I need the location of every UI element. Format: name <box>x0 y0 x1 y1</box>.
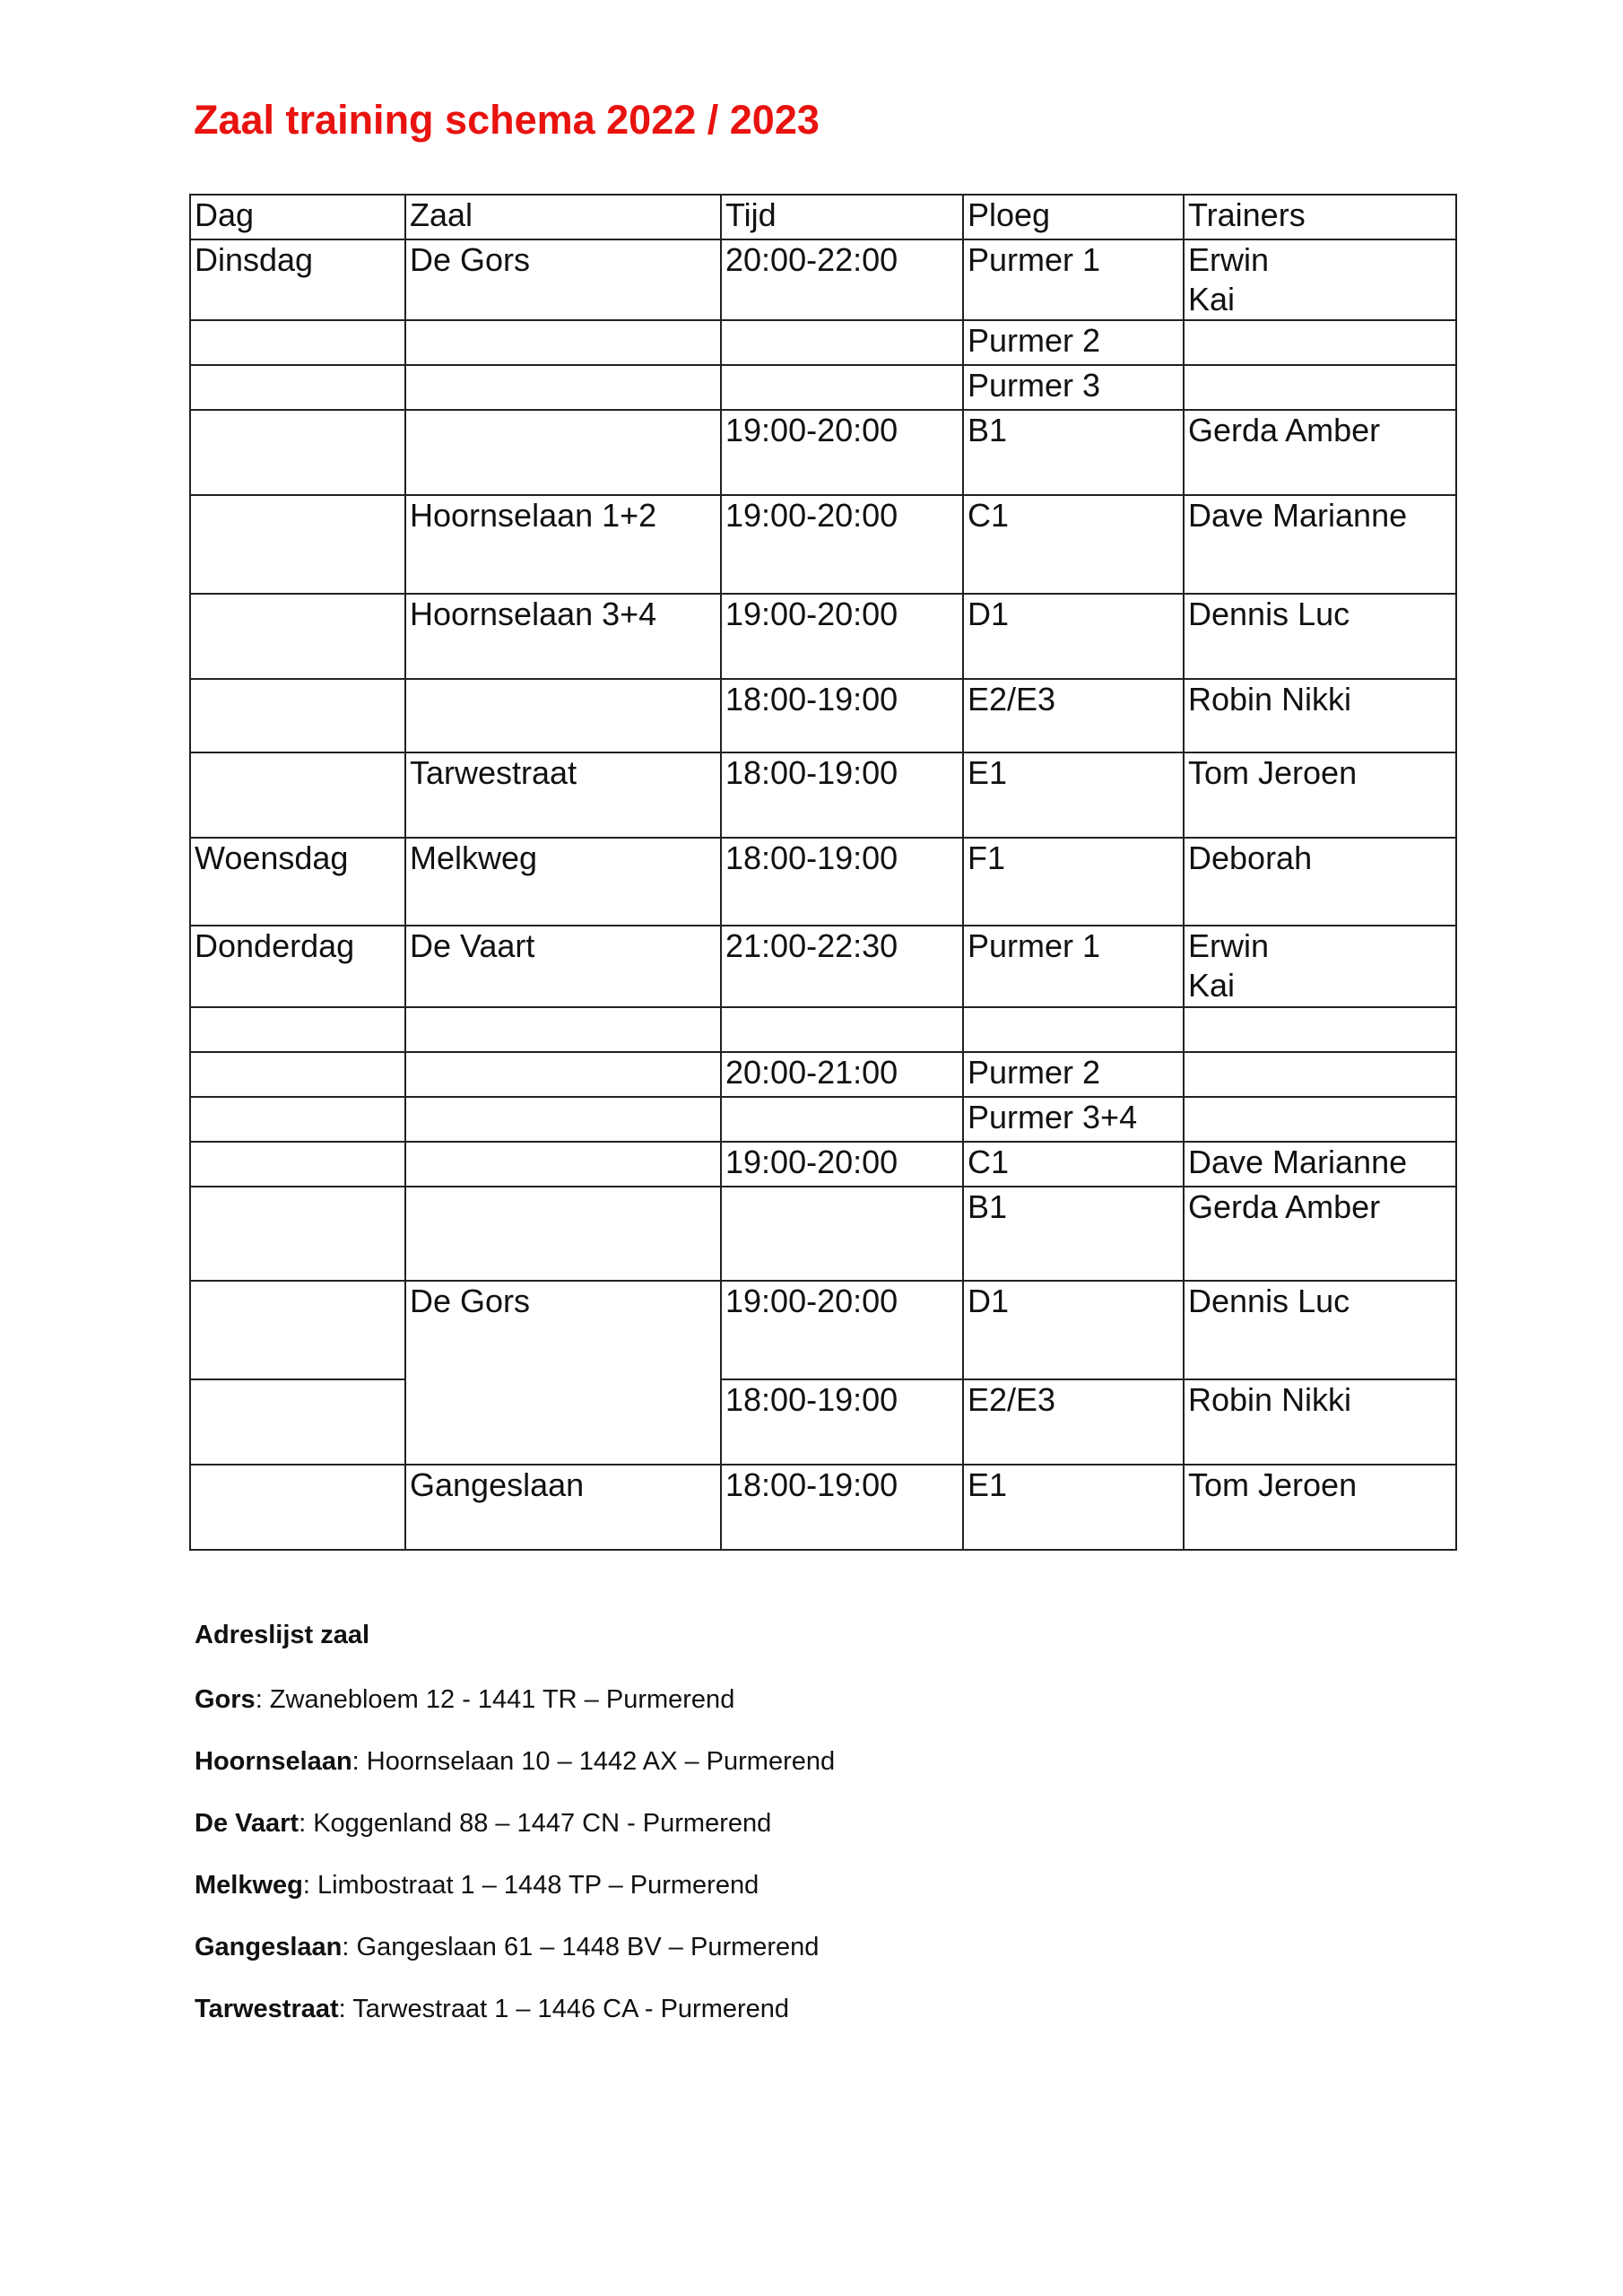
cell-ploeg: D1 <box>963 594 1184 679</box>
table-row <box>190 1142 1456 1187</box>
cell-tijd: 21:00-22:30 <box>721 926 963 1007</box>
trainer-name: Kai <box>1188 967 1236 1004</box>
cell-trainers: Dennis Luc <box>1184 1281 1456 1379</box>
cell-ploeg: E2/E3 <box>963 1379 1184 1465</box>
table-header-row <box>190 195 1456 239</box>
cell-tijd <box>721 1097 963 1142</box>
header-dag: Dag <box>190 195 405 239</box>
page-title: Zaal training schema 2022 / 2023 <box>194 97 820 143</box>
table-row <box>190 594 1456 679</box>
cell-dag <box>190 1281 405 1379</box>
cell-tijd: 18:00-19:00 <box>721 1465 963 1550</box>
header-ploeg: Ploeg <box>963 195 1184 239</box>
table-row <box>190 239 1456 320</box>
cell-dag <box>190 365 405 410</box>
cell-trainers <box>1184 320 1456 365</box>
table-row <box>190 1465 1456 1550</box>
cell-ploeg: Purmer 3 <box>963 365 1184 410</box>
cell-ploeg: B1 <box>963 410 1184 495</box>
cell-tijd <box>721 365 963 410</box>
table-row <box>190 1379 1456 1465</box>
address-detail: : Tarwestraat 1 – 1446 CA - Purmerend <box>338 1995 790 2023</box>
table-row <box>190 838 1456 926</box>
cell-trainers: Tom Jeroen <box>1184 1465 1456 1550</box>
cell-trainers: Dave Marianne <box>1184 495 1456 594</box>
table-row <box>190 752 1456 838</box>
cell-dag <box>190 495 405 594</box>
table-row <box>190 320 1456 365</box>
cell-trainers: Gerda Amber <box>1184 1187 1456 1281</box>
cell-trainers <box>1184 239 1456 320</box>
cell-trainers: Tom Jeroen <box>1184 752 1456 838</box>
table-row <box>190 495 1456 594</box>
cell-zaal <box>405 1052 721 1097</box>
table-row <box>190 1097 1456 1142</box>
cell-ploeg: Purmer 2 <box>963 320 1184 365</box>
address-detail: : Hoornselaan 10 – 1442 AX – Purmerend <box>352 1747 836 1776</box>
cell-ploeg: E2/E3 <box>963 679 1184 752</box>
address-detail: : Gangeslaan 61 – 1448 BV – Purmerend <box>342 1933 820 1961</box>
address-venue-name: Tarwestraat <box>195 1995 339 2023</box>
header-zaal: Zaal <box>405 195 721 239</box>
cell-zaal <box>405 1142 721 1187</box>
cell-zaal: Hoornselaan 1+2 <box>405 495 721 594</box>
address-venue-name: Gangeslaan <box>195 1933 343 1961</box>
address-list-heading: Adreslijst zaal <box>195 1621 370 1649</box>
address-detail: : Zwanebloem 12 - 1441 TR – Purmerend <box>255 1685 735 1714</box>
cell-dag: Woensdag <box>190 838 405 926</box>
cell-trainers: Deborah <box>1184 838 1456 926</box>
cell-ploeg: C1 <box>963 495 1184 594</box>
cell-trainers: Robin Nikki <box>1184 679 1456 752</box>
cell-dag <box>190 1465 405 1550</box>
address-detail: : Limbostraat 1 – 1448 TP – Purmerend <box>302 1871 759 1900</box>
cell-dag <box>190 410 405 495</box>
cell-dag <box>190 1007 405 1052</box>
header-tijd: Tijd <box>721 195 963 239</box>
cell-tijd <box>721 320 963 365</box>
cell-dag: Dinsdag <box>190 239 405 320</box>
cell-ploeg: E1 <box>963 752 1184 838</box>
training-schedule-table <box>189 194 1457 1551</box>
cell-ploeg <box>963 1007 1184 1052</box>
cell-tijd: 18:00-19:00 <box>721 679 963 752</box>
cell-tijd: 19:00-20:00 <box>721 594 963 679</box>
cell-dag <box>190 1052 405 1097</box>
cell-tijd <box>721 1187 963 1281</box>
table-row <box>190 1281 1456 1379</box>
table-row <box>190 926 1456 1007</box>
cell-ploeg: Purmer 2 <box>963 1052 1184 1097</box>
cell-trainers <box>1184 365 1456 410</box>
cell-tijd: 18:00-19:00 <box>721 752 963 838</box>
table-row <box>190 1052 1456 1097</box>
cell-trainers: Robin Nikki <box>1184 1379 1456 1465</box>
cell-ploeg: D1 <box>963 1281 1184 1379</box>
address-item <box>195 1994 835 2024</box>
address-venue-name: Hoornselaan <box>195 1747 352 1776</box>
address-venue-name: De Vaart <box>195 1809 299 1838</box>
cell-dag <box>190 1142 405 1187</box>
cell-ploeg: C1 <box>963 1142 1184 1187</box>
cell-dag <box>190 679 405 752</box>
cell-zaal: Melkweg <box>405 838 721 926</box>
address-item <box>195 1870 835 1900</box>
cell-trainers: Dave Marianne <box>1184 1142 1456 1187</box>
cell-zaal <box>405 320 721 365</box>
cell-dag <box>190 1379 405 1465</box>
cell-tijd: 18:00-19:00 <box>721 1379 963 1465</box>
cell-tijd: 20:00-21:00 <box>721 1052 963 1097</box>
address-venue-name: Melkweg <box>195 1871 303 1900</box>
cell-trainers <box>1184 1097 1456 1142</box>
cell-dag <box>190 320 405 365</box>
trainer-name: Kai <box>1188 281 1236 317</box>
address-item <box>195 1932 835 1962</box>
table-row <box>190 679 1456 752</box>
trainer-name: Erwin <box>1188 927 1270 964</box>
cell-trainers <box>1184 1007 1456 1052</box>
table-row <box>190 410 1456 495</box>
cell-trainers: Dennis Luc <box>1184 594 1456 679</box>
cell-zaal: De Vaart <box>405 926 721 1007</box>
cell-tijd: 19:00-20:00 <box>721 1281 963 1379</box>
cell-dag <box>190 752 405 838</box>
address-detail: : Koggenland 88 – 1447 CN - Purmerend <box>299 1809 772 1838</box>
table-row <box>190 1187 1456 1281</box>
cell-ploeg: Purmer 1 <box>963 926 1184 1007</box>
cell-ploeg: Purmer 3+4 <box>963 1097 1184 1142</box>
cell-trainers: Gerda Amber <box>1184 410 1456 495</box>
cell-dag <box>190 594 405 679</box>
trainer-name: Erwin <box>1188 241 1270 278</box>
cell-dag <box>190 1097 405 1142</box>
cell-zaal <box>405 1097 721 1142</box>
address-list <box>195 1622 835 2056</box>
cell-zaal <box>405 410 721 495</box>
table-row <box>190 365 1456 410</box>
cell-zaal <box>405 365 721 410</box>
cell-dag <box>190 1187 405 1281</box>
cell-ploeg: E1 <box>963 1465 1184 1550</box>
cell-tijd: 20:00-22:00 <box>721 239 963 320</box>
header-trainers: Trainers <box>1184 195 1456 239</box>
cell-dag: Donderdag <box>190 926 405 1007</box>
cell-tijd: 18:00-19:00 <box>721 838 963 926</box>
cell-ploeg: Purmer 1 <box>963 239 1184 320</box>
cell-trainers <box>1184 926 1456 1007</box>
cell-ploeg: F1 <box>963 838 1184 926</box>
cell-zaal: Hoornselaan 3+4 <box>405 594 721 679</box>
address-venue-name: Gors <box>195 1685 256 1714</box>
cell-zaal: Gangeslaan <box>405 1465 721 1550</box>
cell-zaal <box>405 679 721 752</box>
cell-zaal: Tarwestraat <box>405 752 721 838</box>
cell-trainers <box>1184 1052 1456 1097</box>
address-item <box>195 1684 835 1715</box>
cell-tijd <box>721 1007 963 1052</box>
cell-tijd: 19:00-20:00 <box>721 1142 963 1187</box>
table-row <box>190 1007 1456 1052</box>
cell-zaal: De Gors <box>405 1281 721 1465</box>
cell-zaal <box>405 1007 721 1052</box>
cell-tijd: 19:00-20:00 <box>721 495 963 594</box>
address-item <box>195 1746 835 1777</box>
address-item <box>195 1808 835 1839</box>
cell-tijd: 19:00-20:00 <box>721 410 963 495</box>
cell-ploeg: B1 <box>963 1187 1184 1281</box>
cell-zaal: De Gors <box>405 239 721 320</box>
cell-zaal <box>405 1187 721 1281</box>
